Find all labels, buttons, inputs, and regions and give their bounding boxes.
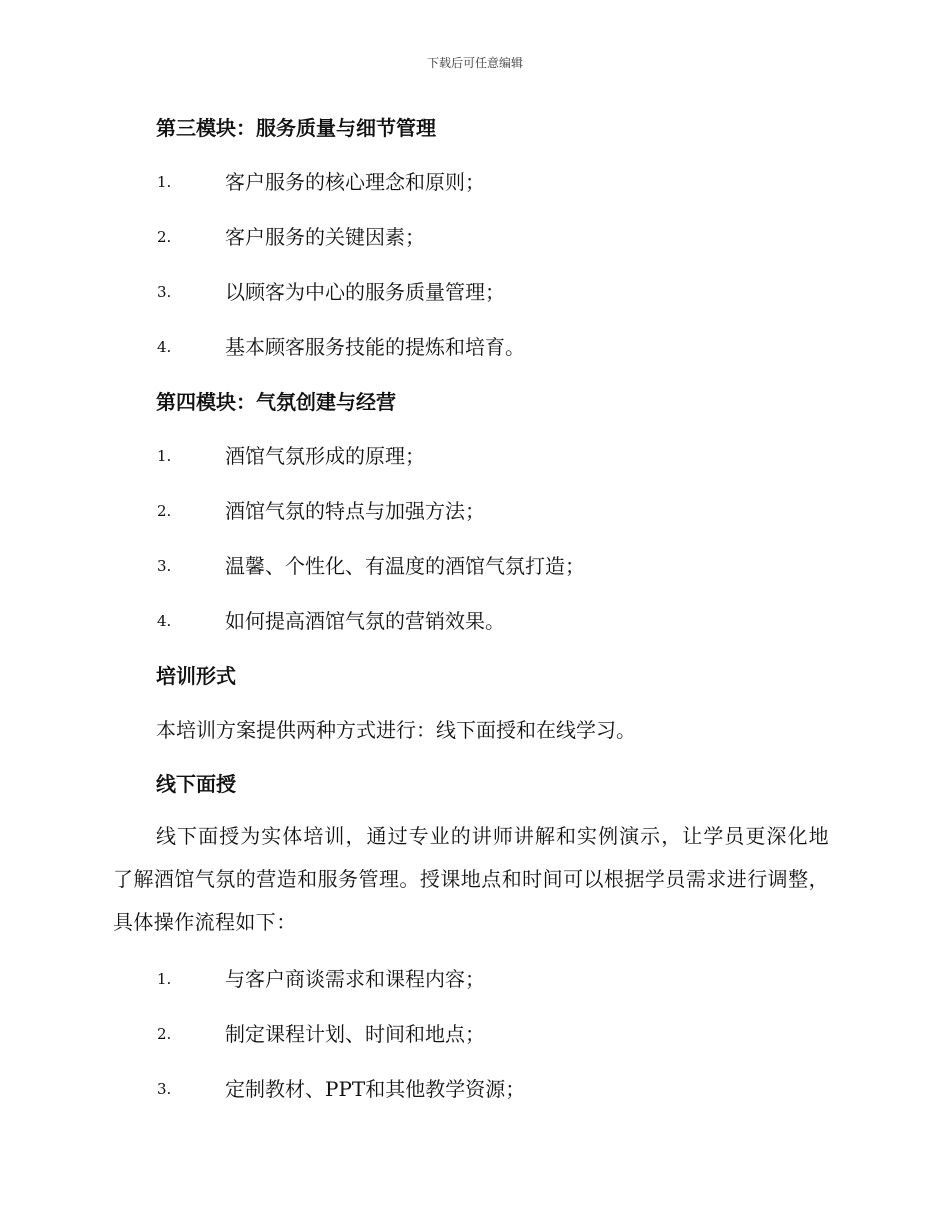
offline-paragraph: 线下面授为实体培训，通过专业的讲师讲解和实例演示，让学员更深化地了解酒馆气氛的营造和服务管理。授课地点和时间可以根据学员需求进行调整，具体操作流程如下： — [113, 824, 829, 934]
format-text: 本培训方案提供两种方式进行：线下面授和在线学习。 — [156, 718, 636, 742]
offline-heading: 线下面授 — [156, 772, 236, 796]
list-text: 以顾客为中心的服务质量管理； — [225, 280, 505, 304]
document-body — [113, 110, 833, 1126]
list-item — [113, 164, 833, 219]
module4-heading: 第四模块：气氛创建与经营 — [156, 390, 396, 414]
list-text: 酒馆气氛形成的原理； — [225, 444, 425, 468]
list-item — [113, 603, 833, 658]
list-number: 2. — [157, 228, 172, 246]
list-number: 3. — [157, 557, 172, 575]
format-heading: 培训形式 — [156, 664, 236, 688]
list-number: 3. — [157, 283, 172, 301]
list-item — [113, 219, 833, 274]
list-text: 定制教材、PPT和其他教学资源； — [225, 1077, 526, 1101]
list-item — [113, 1016, 833, 1071]
list-number: 2. — [157, 1025, 172, 1043]
list-item — [113, 961, 833, 1016]
list-item — [113, 493, 833, 548]
list-text: 客户服务的核心理念和原则； — [225, 170, 485, 194]
list-number: 4. — [157, 338, 172, 356]
list-item — [113, 438, 833, 493]
list-text: 如何提高酒馆气氛的营销效果。 — [225, 609, 505, 633]
list-text: 与客户商谈需求和课程内容； — [225, 967, 485, 991]
list-number: 1. — [157, 173, 172, 191]
list-number: 2. — [157, 502, 172, 520]
list-item — [113, 548, 833, 603]
page-header: 下载后可任意编辑 — [426, 56, 523, 70]
list-text: 温馨、个性化、有温度的酒馆气氛打造； — [225, 554, 585, 578]
list-item — [113, 274, 833, 329]
list-number: 1. — [157, 447, 172, 465]
list-text: 制定课程计划、时间和地点； — [225, 1022, 485, 1046]
list-text: 基本顾客服务技能的提炼和培育。 — [225, 335, 525, 359]
list-text: 客户服务的关键因素； — [225, 225, 425, 249]
list-number: 1. — [157, 970, 172, 988]
list-number: 4. — [157, 612, 172, 630]
list-number: 3. — [157, 1080, 172, 1098]
module3-heading: 第三模块：服务质量与细节管理 — [156, 116, 436, 140]
list-item — [113, 329, 833, 384]
list-text: 酒馆气氛的特点与加强方法； — [225, 499, 485, 523]
list-item — [113, 1071, 833, 1126]
